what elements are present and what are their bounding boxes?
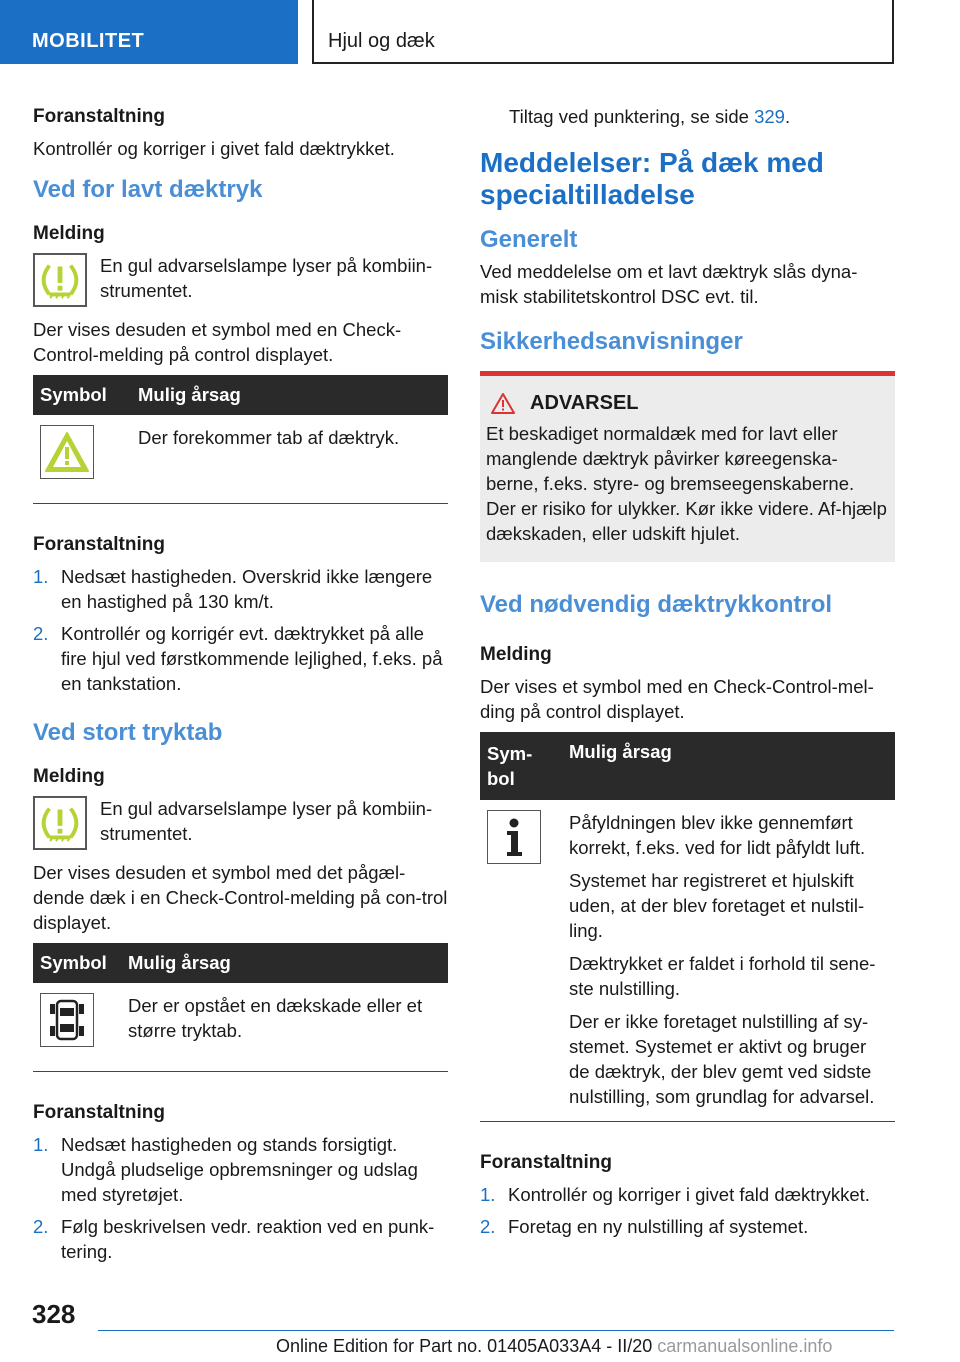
table-cell-symbol <box>480 800 562 1119</box>
low-pressure-symbol-table <box>33 375 448 495</box>
table-cell-cause <box>562 800 895 1119</box>
intro-heading: Foranstaltning <box>33 106 165 127</box>
step-text: Kontrollér og korrigér evt. dæktrykket på alle fire hjul ved førstkommende lejlighed, f.eks. på en tankstation. <box>61 623 443 694</box>
page-number: 328 <box>32 1299 76 1329</box>
step-text: Foretag en ny nulstilling af systemet. <box>508 1216 809 1237</box>
cause-item: Der er ikke foretaget nulstilling af sy-stemet. Systemet er aktivt og bruger de dæktryk, der blev gemt ved sidste nulstilling, som grundlag for advarsel. <box>569 1011 875 1107</box>
pressure-check-action-heading: Foranstaltning <box>480 1152 612 1173</box>
car-tire-icon <box>40 993 94 1047</box>
table-header-row <box>480 732 895 800</box>
section-low-pressure-title: Ved for lavt dæktryk <box>33 176 263 203</box>
section-pressure-loss-title: Ved stort tryktab <box>33 719 223 746</box>
pressure-check-message-heading: Melding <box>480 644 552 665</box>
step-number: 2. <box>33 623 49 644</box>
section-pressure-loss-description: Der vises desuden et symbol med det pågæl-dende dæk i en Check-Control-melding på con-trol displayet. <box>33 862 448 933</box>
warning-title: ADVARSEL <box>530 392 639 414</box>
section-low-pressure-lamp-text: En gul advarselslampe lyser på kombiin-strumentet. <box>100 255 433 301</box>
section-low-pressure-action-heading: Foranstaltning <box>33 534 165 555</box>
header-section-label: MOBILITET <box>32 30 145 52</box>
table-row <box>33 983 448 1063</box>
section-pressure-loss-steps <box>33 1132 448 1264</box>
list-item <box>33 564 448 614</box>
table-header-cause: Mulig årsag <box>121 943 448 983</box>
step-number: 1. <box>480 1184 496 1205</box>
puncture-reference-end: . <box>784 106 791 127</box>
table-end-rule <box>33 1071 448 1072</box>
step-number: 2. <box>480 1216 496 1237</box>
tire-pressure-warning-icon <box>33 253 87 307</box>
tire-pressure-warning-icon <box>33 796 87 850</box>
list-item <box>33 1214 448 1264</box>
step-text: Nedsæt hastigheden og stands forsigtigt. Undgå pludselige opbremsninger og udslag med styretøjet. <box>61 1134 418 1205</box>
step-number: 1. <box>33 566 49 587</box>
warning-box <box>480 371 895 562</box>
section-low-pressure-steps <box>33 564 448 696</box>
section-low-pressure-message-heading: Melding <box>33 223 105 244</box>
puncture-reference <box>480 104 895 129</box>
section-pressure-loss-message-heading: Melding <box>33 766 105 787</box>
cause-item: Systemet har registreret et hjulskift uden, at der blev foretaget et nulstil-ling. <box>569 870 865 941</box>
footer-rule <box>98 1330 894 1331</box>
header-section-tab <box>0 0 298 64</box>
table-header-symbol: Symbol <box>33 943 121 983</box>
cause-item: Dæktrykket er faldet i forhold til sene-ste nulstilling. <box>569 953 876 999</box>
step-number: 1. <box>33 1134 49 1155</box>
info-icon <box>487 810 541 864</box>
table-end-rule <box>33 503 448 504</box>
special-tire-messages-title: Meddelelser: På dæk med specialtilladelse <box>480 147 824 210</box>
table-header-row <box>33 943 448 983</box>
footer-edition <box>276 1336 832 1357</box>
puncture-page-link[interactable]: 329 <box>754 106 785 127</box>
step-text: Følg beskrivelsen vedr. reaktion ved en punk-tering. <box>61 1216 435 1262</box>
list-item <box>33 1132 448 1207</box>
header-chapter-label: Hjul og dæk <box>328 30 435 52</box>
step-text: Kontrollér og korriger i givet fald dæktrykket. <box>508 1184 870 1205</box>
table-cell-symbol <box>33 983 121 1063</box>
header-chapter-tab <box>312 0 894 64</box>
list-item <box>480 1182 895 1207</box>
safety-title: Sikkerhedsanvisninger <box>480 328 743 355</box>
table-header-row <box>33 375 448 415</box>
right-column <box>480 104 895 1249</box>
step-text: Nedsæt hastigheden. Overskrid ikke længere en hastighed på 130 km/t. <box>61 566 433 612</box>
warning-triangle-icon <box>490 392 516 415</box>
table-cell-cause: Der er opstået en dækskade eller et større tryktab. <box>128 995 423 1041</box>
table-cell-symbol <box>33 415 131 495</box>
warning-triangle-icon <box>40 425 94 479</box>
section-pressure-loss-action-heading: Foranstaltning <box>33 1102 165 1123</box>
pressure-check-symbol-table <box>480 732 895 1119</box>
pressure-check-message-text: Der vises et symbol med en Check-Control-mel-ding på control displayet. <box>480 676 874 722</box>
intro-text: Kontrollér og korriger i givet fald dæktrykket. <box>33 138 395 159</box>
section-pressure-loss-lamp-text: En gul advarselslampe lyser på kombiin-strumentet. <box>100 798 433 844</box>
table-header-cause: Mulig årsag <box>562 732 895 800</box>
table-header-cause: Mulig årsag <box>131 375 448 415</box>
footer-watermark: carmanualsonline.info <box>657 1336 833 1356</box>
warning-text: Et beskadiget normaldæk med for lavt eller manglende dæktryk påvirker køreegenska-berne, f.eks. styre- og bremseegenskaberne. Der er risiko for ulykker. Kør ikke videre. Af-hjælp dækskaden, eller udskift hjulet. <box>486 423 887 544</box>
list-item <box>480 1214 895 1239</box>
general-text: Ved meddelelse om et lavt dæktryk slås dyna-misk stabilitetskontrol DSC evt. til. <box>480 261 858 307</box>
pressure-check-title: Ved nødvendig dæktrykkontrol <box>480 591 833 618</box>
step-number: 2. <box>33 1216 49 1237</box>
footer-edition-text: Online Edition for Part no. 01405A033A4 - II/20 <box>276 1336 653 1356</box>
table-header-symbol: Symbol <box>33 375 131 415</box>
table-row <box>480 800 895 1119</box>
left-column <box>33 104 448 1274</box>
table-row <box>33 415 448 495</box>
table-end-rule <box>480 1121 895 1122</box>
puncture-reference-text: Tiltag ved punktering, se side <box>509 106 749 127</box>
cause-item: Påfyldningen blev ikke gennemført korrekt, f.eks. ved for lidt påfyldt luft. <box>569 812 866 858</box>
table-cell-cause: Der forekommer tab af dæktryk. <box>138 427 400 448</box>
pressure-loss-symbol-table <box>33 943 448 1063</box>
pressure-check-steps <box>480 1182 895 1239</box>
general-title: Generelt <box>480 226 578 253</box>
section-low-pressure-description: Der vises desuden et symbol med en Check-Control-melding på control displayet. <box>33 319 402 365</box>
table-header-symbol: Sym-bol <box>480 732 562 800</box>
list-item <box>33 621 448 696</box>
